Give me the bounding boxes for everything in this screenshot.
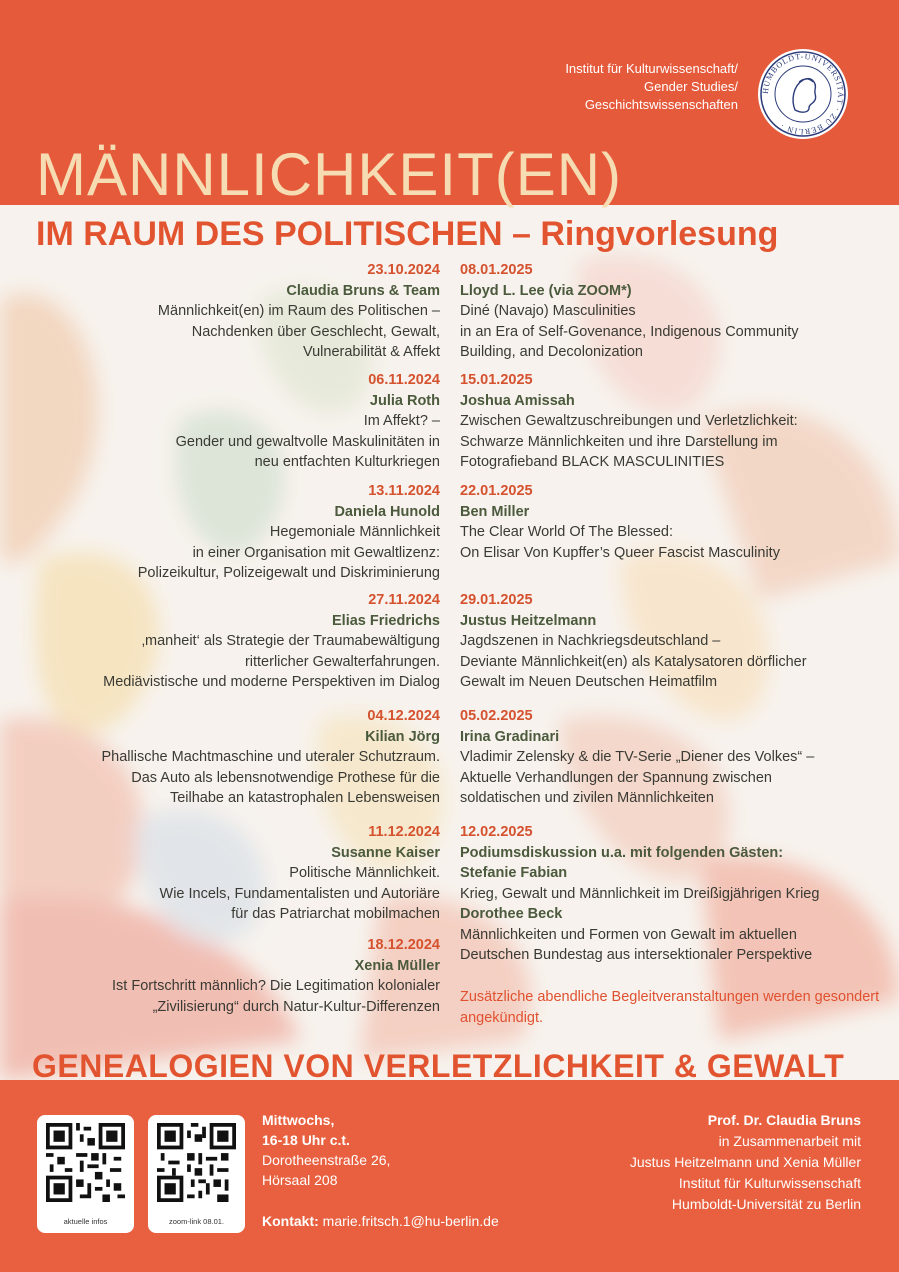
lecture-title-line: The Clear World Of The Blessed: <box>460 524 674 540</box>
svg-text:HUMBOLDT-UNIVERSITÄT · ZU BERL: HUMBOLDT-UNIVERSITÄT · ZU BERLIN · <box>760 51 846 137</box>
lecture-title-line: Aktuelle Verhandlungen der Spannung zwischen <box>460 769 772 786</box>
lecture-date: 06.11.2024 <box>368 372 440 388</box>
lecture-date: 22.01.2025 <box>460 483 533 499</box>
lecture-speaker: Daniela Hunold <box>334 503 440 520</box>
lecture-title-line: Teilhabe an katastrophalen Lebensweisen <box>169 790 440 806</box>
series-tagline: GENEALOGIEN VON VERLETZLICHKEIT & GEWALT <box>32 1048 845 1084</box>
lecture-date: 18.12.2024 <box>367 937 440 953</box>
lecture-entry <box>460 706 880 809</box>
lecture-entry <box>460 260 880 363</box>
qr-code-infos[interactable] <box>37 1115 134 1233</box>
credits-line: Humboldt-Universität zu Berlin <box>671 1196 861 1212</box>
lecture-title-line: Jagdszenen in Nachkriegsdeutschland – <box>460 633 721 649</box>
contact-label: Kontakt: <box>262 1213 319 1229</box>
lecture-entry <box>20 590 440 693</box>
institute-line: Gender Studies/ <box>644 79 738 94</box>
guest-name: Stefanie Fabian <box>460 865 568 881</box>
lecture-title-line: Im Affekt? – <box>363 413 440 429</box>
lecture-title-line: On Elisar Von Kupffer’s Queer Fascist Masculinity <box>460 544 780 561</box>
schedule-room: Hörsaal 208 <box>262 1172 338 1188</box>
schedule-info <box>262 1110 390 1190</box>
qr-code-icon <box>46 1123 125 1202</box>
lecture-title-line: Phallische Machtmaschine und uteraler Schutzraum. <box>101 749 440 765</box>
lecture-title-line: Mediävistische und moderne Perspektiven im Dialog <box>103 674 440 690</box>
lecture-date: 15.01.2025 <box>460 372 533 388</box>
contact-email-link[interactable]: marie.fritsch.1@hu-berlin.de <box>322 1213 499 1229</box>
lecture-speaker: Justus Heitzelmann <box>460 612 597 629</box>
organizer-credits <box>630 1110 861 1215</box>
lecture-speaker: Elias Friedrichs <box>332 612 440 629</box>
lecture-speaker: Lloyd L. Lee (via ZOOM*) <box>460 282 632 299</box>
lecture-title-line: ‚manheit‘ als Strategie der Traumabewältigung <box>141 633 440 649</box>
guest-topic: Männlichkeiten und Formen von Gewalt im aktuellen <box>460 926 797 943</box>
lecture-speaker: Kilian Jörg <box>365 728 440 745</box>
lecture-speaker: Irina Gradinari <box>460 728 560 745</box>
lecture-entry <box>460 481 880 563</box>
podium-heading: Podiumsdiskussion u.a. mit folgenden Gästen: <box>460 844 784 861</box>
lecture-entry <box>460 590 880 693</box>
lecture-title-line: Männlichkeit(en) im Raum des Politischen – <box>157 303 440 319</box>
lecture-title-line: Nachdenken über Geschlecht, Gewalt, <box>191 323 440 340</box>
lecture-title-line: Hegemoniale Männlichkeit <box>269 524 440 540</box>
qr-caption: aktuelle infos <box>63 1217 108 1226</box>
lecture-date: 12.02.2025 <box>460 824 533 840</box>
guest-topic: Deutschen Bundestag aus intersektionaler Perspektive <box>460 947 813 963</box>
lecture-title-line: Das Auto als lebensnotwendige Prothese für die <box>131 769 440 786</box>
qr-code-zoom[interactable] <box>148 1115 245 1233</box>
lecture-entry <box>460 370 880 473</box>
institute-name <box>565 60 738 114</box>
lecture-entry <box>20 822 440 925</box>
institute-line: Institut für Kulturwissenschaft/ <box>565 61 738 76</box>
lecture-speaker: Julia Roth <box>369 392 440 409</box>
lecture-speaker: Xenia Müller <box>354 957 440 974</box>
lecture-title-line: Gewalt im Neuen Deutschen Heimatfilm <box>460 674 718 690</box>
lecture-title-line: Diné (Navajo) Masculinities <box>460 303 636 319</box>
lecture-title-line: Vladimir Zelensky & die TV-Serie „Diener des Volkes“ – <box>460 749 815 765</box>
poster-title: MÄNNLICHKEIT(EN) <box>36 141 623 208</box>
lecture-speaker: Susanne Kaiser <box>331 844 440 861</box>
lecture-title-line: Gender und gewaltvolle Maskulinitäten in <box>175 433 440 450</box>
lecture-title-line: Polizeikultur, Polizeigewalt und Diskriminierung <box>137 565 440 581</box>
lecture-title-line: Zwischen Gewaltzuschreibungen und Verletzlichkeit: <box>460 413 798 429</box>
guest-name: Dorothee Beck <box>460 906 563 922</box>
credits-line: Institut für Kulturwissenschaft <box>678 1175 861 1191</box>
organizer-name: Prof. Dr. Claudia Bruns <box>707 1112 861 1128</box>
lecture-date: 05.02.2025 <box>460 708 533 724</box>
lecture-title-line: Ist Fortschritt männlich? Die Legitimation kolonialer <box>112 978 440 994</box>
lecture-date: 04.12.2024 <box>367 708 440 724</box>
lecture-title-line: Schwarze Männlichkeiten und ihre Darstellung im <box>460 433 778 450</box>
lecture-date: 08.01.2025 <box>460 262 533 278</box>
lecture-title-line: Deviante Männlichkeit(en) als Katalysatoren dörflicher <box>460 653 807 670</box>
lecture-entry <box>20 706 440 809</box>
lecture-entry <box>20 481 440 584</box>
lecture-title-line: für das Patriarchat mobilmachen <box>231 906 440 922</box>
lecture-title-line: ritterlicher Gewalterfahrungen. <box>244 653 440 670</box>
lecture-entry <box>20 260 440 363</box>
lecture-title-line: Wie Incels, Fundamentalisten und Autoriäre <box>159 885 440 902</box>
credits-line: Justus Heitzelmann und Xenia Müller <box>629 1154 861 1170</box>
university-seal-logo <box>757 48 849 140</box>
lecture-date: 27.11.2024 <box>368 592 440 608</box>
schedule-address: Dorotheenstraße 26, <box>262 1152 391 1168</box>
lecture-title-line: in an Era of Self-Govenance, Indigenous Community <box>460 323 799 340</box>
institute-line: Geschichtswissenschaften <box>584 97 738 112</box>
lecture-speaker: Joshua Amissah <box>460 392 575 409</box>
contact-info <box>262 1213 499 1229</box>
lecture-entry <box>20 370 440 473</box>
lecture-entry <box>20 935 440 1017</box>
qr-code-icon <box>157 1123 236 1202</box>
lecture-speaker: Claudia Bruns & Team <box>286 282 440 299</box>
lecture-title-line: Politische Männlichkeit. <box>289 865 440 881</box>
schedule-time: 16-18 Uhr c.t. <box>262 1132 350 1148</box>
lecture-title-line: Fotografieband BLACK MASCULINITIES <box>460 454 725 470</box>
qr-caption: zoom-link 08.01. <box>168 1217 225 1226</box>
poster-subtitle: IM RAUM DES POLITISCHEN – Ringvorlesung <box>36 215 779 253</box>
lecture-date: 13.11.2024 <box>368 483 440 499</box>
lecture-date: 29.01.2025 <box>460 592 533 608</box>
lecture-title-line: soldatischen und zivilen Männlichkeiten <box>460 790 714 806</box>
lecture-date: 23.10.2024 <box>367 262 440 278</box>
schedule-day: Mittwochs, <box>262 1112 335 1128</box>
credits-line: in Zusammenarbeit mit <box>718 1133 861 1149</box>
guest-topic: Krieg, Gewalt und Männlichkeit im Dreißigjährigen Krieg <box>460 885 820 902</box>
lecture-speaker: Ben Miller <box>460 503 530 520</box>
lecture-title-line: „Zivilisierung“ durch Natur-Kultur-Differenzen <box>152 998 440 1015</box>
lecture-title-line: in einer Organisation mit Gewaltlizenz: <box>192 544 440 561</box>
additional-events-notice: Zusätzliche abendliche Begleitveranstaltungen werden gesondert angekündigt. <box>460 989 880 1026</box>
lecture-date: 11.12.2024 <box>368 824 440 840</box>
podium-entry <box>460 822 880 966</box>
lecture-title-line: Vulnerabilität & Affekt <box>302 344 440 360</box>
lecture-title-line: Building, and Decolonization <box>460 344 643 360</box>
lecture-title-line: neu entfachten Kulturkriegen <box>254 454 440 470</box>
